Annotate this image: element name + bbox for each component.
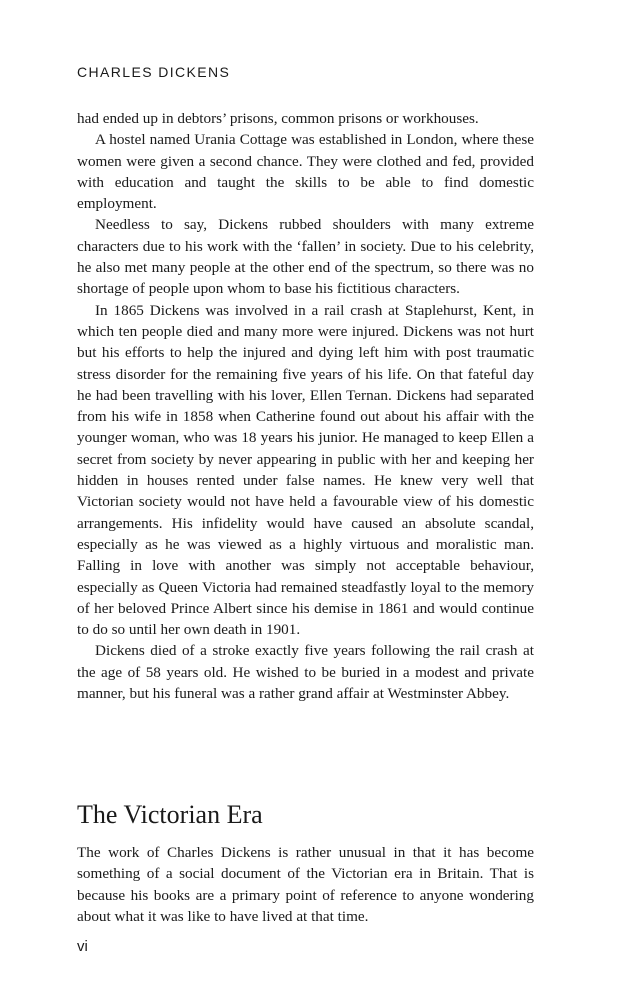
page-number: vi xyxy=(77,938,88,955)
paragraph-rail-crash: In 1865 Dickens was involved in a rail crash at Staplehurst, Kent, in which ten people died and many more were injured. Dickens was not hurt but his efforts to help the injured and dying left him with post traumatic stress disorder for the remaining five years of his life. On that fateful day he had been travelling with his lover, Ellen Ternan. Dickens had separated from his wife in 1858 when Catherine found out about his affair with the younger woman, who was 18 years his junior. He managed to keep Ellen a secret from society by never appearing in public with her and keeping her hidden in houses rented under false names. He knew very well that Victorian society would not have held a favourable view of his domestic arrangements. His infidelity would have caused an absolute scandal, especially as he was viewed as a highly virtuous and moralistic man. Falling in love with another was simply not acceptable behaviour, especially as Queen Victoria had remained steadfastly loyal to the memory of her beloved Prince Albert since his demise in 1861 and would continue to do so until her own death in 1901. xyxy=(77,301,534,639)
running-head: CHARLES DICKENS xyxy=(77,64,231,80)
paragraph-victorian-era: The work of Charles Dickens is rather unusual in that it has become something of a social document of the Victorian era in Britain. That is because his books are a primary point of reference to anyone wondering about what it was like to have lived at that time. xyxy=(77,844,534,925)
book-page xyxy=(77,0,534,1000)
paragraph-urania-cottage: A hostel named Urania Cottage was established in London, where these women were given a second chance. They were clothed and fed, provided with education and taught the skills to be able to find domestic employment. xyxy=(77,131,534,213)
paragraph-death: Dickens died of a stroke exactly five years following the rail crash at the age of 58 years old. He wished to be buried in a modest and private manner, but his funeral was a rather grand affair at Westminster Abbey. xyxy=(77,642,534,703)
section-body xyxy=(77,842,534,927)
paragraph-continuation: had ended up in debtors’ prisons, common prisons or workhouses. xyxy=(77,110,479,127)
paragraph-characters: Needless to say, Dickens rubbed shoulders with many extreme characters due to his work with the ‘fallen’ in society. Due to his celebrity, he also met many people at the other end of the spectrum, so there was no shortage of people upon whom to base his fictitious characters. xyxy=(77,216,534,298)
section-heading: The Victorian Era xyxy=(77,800,263,829)
body-text xyxy=(77,108,534,704)
